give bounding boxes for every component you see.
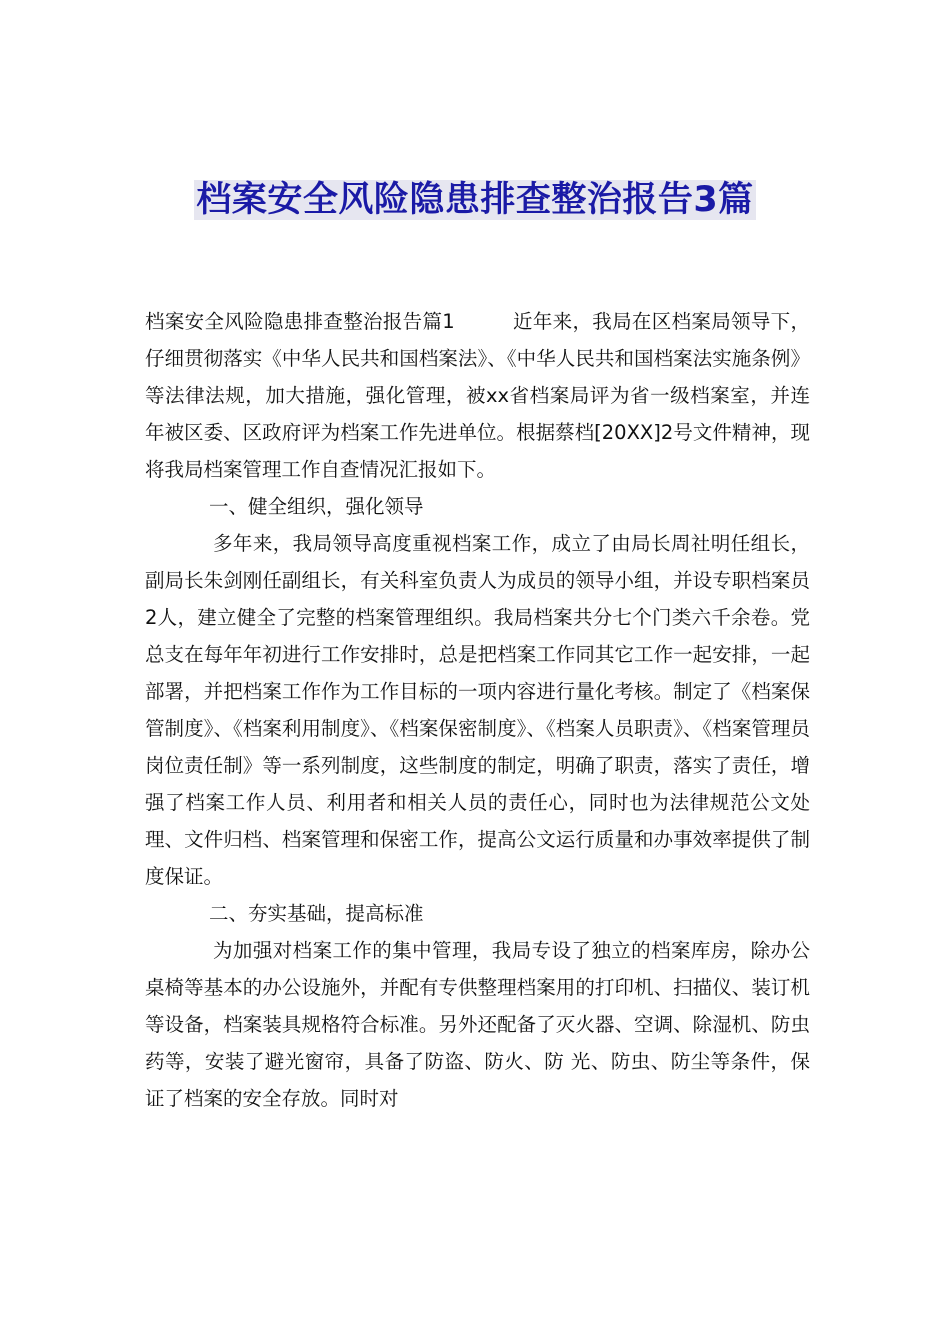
document-body [145, 303, 810, 1117]
paragraph-intro [145, 303, 810, 488]
section-heading-1: 一、健全组织，强化领导 [209, 495, 424, 518]
paragraph-organization: 多年来，我局领导高度重视档案工作，成立了由局长周社明任组长，副局长朱剑刚任副组长，有关科室负责人为成员的领导小组，并设专职档案员2人，建立健全了完整的档案管理组织。我局档案共分七个门类六千余卷。党总支在每年年初进行工作安排时，总是把档案工作同其它工作一起安排，一起部署，并把档案工作作为工作目标的一项内容进行量化考核。制定了《档案保管制度》、《档案利用制度》、《档案保密制度》、《档案人员职责》、《档案管理员岗位责任制》等一系列制度，这些制度的制定，明确了职责，落实了责任，增强了档案工作人员、利用者和相关人员的责任心，同时也为法律规范公文处理、文件归档、档案管理和保密工作，提高公文运行质量和办事效率提供了制度保证。 [145, 532, 810, 888]
section-label: 档案安全风险隐患排查整治报告篇1 [145, 310, 455, 333]
paragraph-foundation: 为加强对档案工作的集中管理，我局专设了独立的档案库房，除办公桌椅等基本的办公设施外，并配有专供整理档案用的打印机、扫描仪、装订机等设备，档案装具规格符合标准。另外还配备了灭火器、空调、除湿机、防虫药等，安装了避光窗帘，具备了防盗、防火、防 光、防虫、防尘等条件，保证了档案的安全存放。同时对 [145, 939, 810, 1110]
document-title [0, 176, 950, 224]
section-heading-2: 二、夯实基础，提高标准 [209, 902, 424, 925]
document-title-text: 档案安全风险隐患排查整治报告3篇 [196, 180, 754, 220]
intro-text: 近年来，我局在区档案局领导下，仔细贯彻落实《中华人民共和国档案法》、《中华人民共和国档案法实施条例》等法律法规，加大措施，强化管理，被xx省档案局评为省一级档案室，并连年被区委、区政府评为档案工作先进单位。根据蔡档[20XX]2号文件精神，现将我局档案管理工作自查情况汇报如下。 [145, 310, 810, 481]
